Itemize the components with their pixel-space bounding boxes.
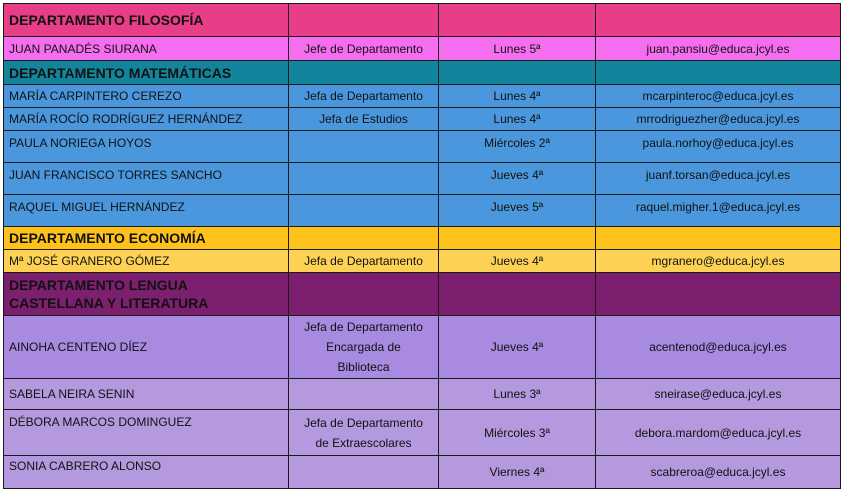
table-row bbox=[4, 410, 841, 456]
teacher-name: SONIA CABRERO ALONSO bbox=[4, 456, 289, 489]
department-header bbox=[4, 273, 841, 316]
table-row bbox=[4, 108, 841, 131]
teacher-name: Mª JOSÉ GRANERO GÓMEZ bbox=[4, 250, 289, 273]
teacher-name: PAULA NORIEGA HOYOS bbox=[4, 131, 289, 163]
department-header bbox=[4, 4, 841, 37]
teacher-email[interactable]: sneirase@educa.jcyl.es bbox=[596, 379, 841, 410]
teacher-role-line: Encargada de bbox=[326, 340, 401, 354]
teacher-role: Jefa de Departamento bbox=[289, 85, 439, 108]
table-row bbox=[4, 37, 841, 61]
office-hours: Miércoles 3ª bbox=[439, 410, 596, 456]
table-row bbox=[4, 379, 841, 410]
teacher-name: SABELA NEIRA SENIN bbox=[4, 379, 289, 410]
department-title: DEPARTAMENTO ECONOMÍA bbox=[4, 227, 289, 250]
teacher-role-line: de Extraescolares bbox=[315, 435, 412, 450]
department-header bbox=[4, 227, 841, 250]
teacher-role-line: Jefa de Departamento bbox=[304, 415, 423, 430]
teacher-name: AINOHA CENTENO DÍEZ bbox=[4, 316, 289, 379]
teacher-email[interactable]: juan.pansiu@educa.jcyl.es bbox=[596, 37, 841, 61]
teacher-role bbox=[289, 131, 439, 163]
office-hours: Jueves 4ª bbox=[439, 163, 596, 195]
teacher-email[interactable]: acentenod@educa.jcyl.es bbox=[596, 316, 841, 379]
teacher-role: Jefa de Estudios bbox=[289, 108, 439, 131]
teacher-name: DÉBORA MARCOS DOMINGUEZ bbox=[4, 410, 289, 456]
teacher-email[interactable]: juanf.torsan@educa.jcyl.es bbox=[596, 163, 841, 195]
table-row bbox=[4, 195, 841, 227]
teacher-role bbox=[289, 195, 439, 227]
department-title bbox=[4, 273, 289, 316]
teacher-role-line: Jefa de Departamento bbox=[304, 320, 423, 334]
table-row bbox=[4, 85, 841, 108]
teacher-name: MARÍA CARPINTERO CEREZO bbox=[4, 85, 289, 108]
office-hours: Viernes 4ª bbox=[439, 456, 596, 489]
table-row bbox=[4, 250, 841, 273]
office-hours: Jueves 4ª bbox=[439, 250, 596, 273]
department-title-line: CASTELLANA Y LITERATURA bbox=[9, 295, 209, 311]
office-hours: Lunes 5ª bbox=[439, 37, 596, 61]
teacher-name: JUAN PANADÉS SIURANA bbox=[4, 37, 289, 61]
table-row bbox=[4, 163, 841, 195]
office-hours: Lunes 4ª bbox=[439, 108, 596, 131]
teacher-role bbox=[289, 316, 439, 379]
department-title: DEPARTAMENTO FILOSOFÍA bbox=[4, 4, 289, 37]
office-hours: Lunes 4ª bbox=[439, 85, 596, 108]
teacher-role bbox=[289, 410, 439, 456]
table-row bbox=[4, 316, 841, 379]
teacher-email[interactable]: mcarpinteroc@educa.jcyl.es bbox=[596, 85, 841, 108]
teacher-role bbox=[289, 163, 439, 195]
office-hours: Miércoles 2ª bbox=[439, 131, 596, 163]
teacher-role: Jefa de Departamento bbox=[289, 250, 439, 273]
teacher-email[interactable]: paula.norhoy@educa.jcyl.es bbox=[596, 131, 841, 163]
teacher-name: JUAN FRANCISCO TORRES SANCHO bbox=[4, 163, 289, 195]
teacher-role: Jefe de Departamento bbox=[289, 37, 439, 61]
teacher-email[interactable]: mgranero@educa.jcyl.es bbox=[596, 250, 841, 273]
table-row bbox=[4, 456, 841, 489]
teacher-role-line: Biblioteca bbox=[337, 360, 390, 374]
teacher-email[interactable]: raquel.migher.1@educa.jcyl.es bbox=[596, 195, 841, 227]
teacher-email[interactable]: scabreroa@educa.jcyl.es bbox=[596, 456, 841, 489]
staff-table bbox=[3, 3, 841, 489]
table-row bbox=[4, 131, 841, 163]
teacher-email[interactable]: mrrodriguezher@educa.jcyl.es bbox=[596, 108, 841, 131]
teacher-role bbox=[289, 379, 439, 410]
teacher-name: MARÍA ROCÍO RODRÍGUEZ HERNÁNDEZ bbox=[4, 108, 289, 131]
teacher-name: RAQUEL MIGUEL HERNÁNDEZ bbox=[4, 195, 289, 227]
office-hours: Jueves 4ª bbox=[439, 316, 596, 379]
department-title-line: DEPARTAMENTO LENGUA bbox=[9, 277, 188, 293]
department-header bbox=[4, 61, 841, 85]
office-hours: Lunes 3ª bbox=[439, 379, 596, 410]
department-title: DEPARTAMENTO MATEMÁTICAS bbox=[4, 61, 289, 85]
teacher-email[interactable]: debora.mardom@educa.jcyl.es bbox=[596, 410, 841, 456]
office-hours: Jueves 5ª bbox=[439, 195, 596, 227]
teacher-role bbox=[289, 456, 439, 489]
